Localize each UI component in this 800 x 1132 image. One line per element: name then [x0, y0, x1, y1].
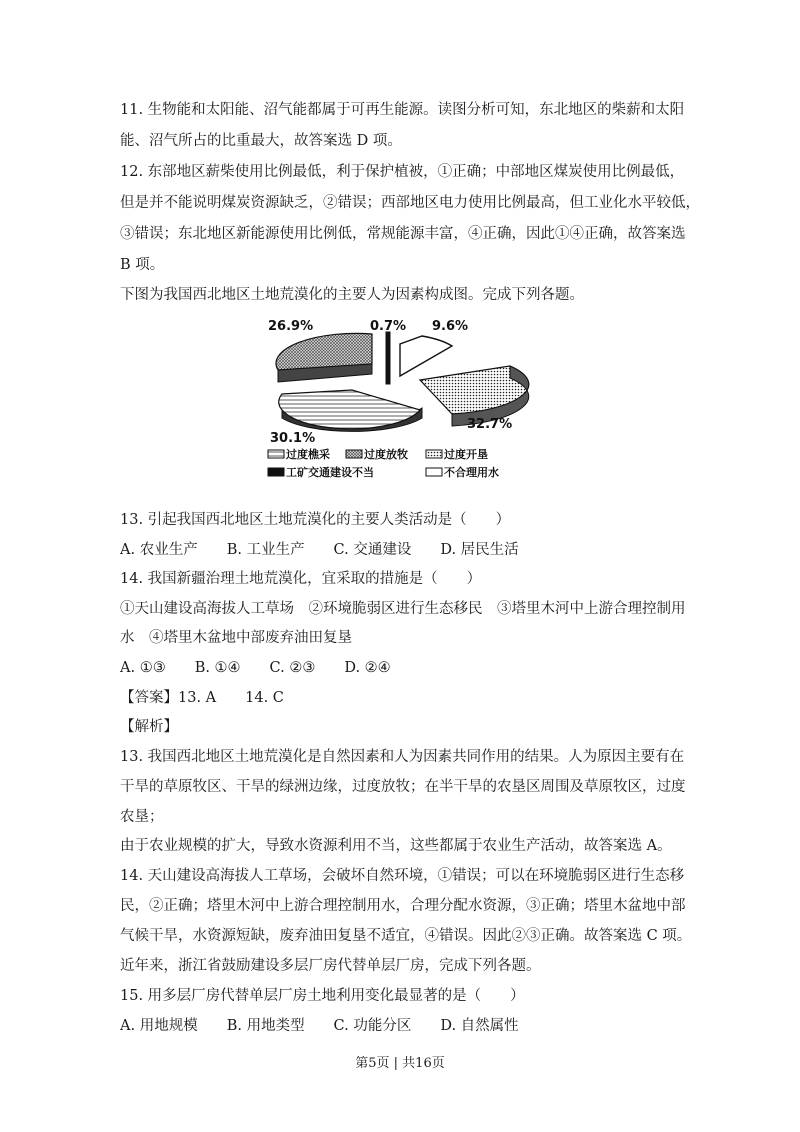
answer-12-line-3: ③错误；东北地区新能源使用比例低，常规能源丰富，④正确，因此①④正确，故答案选: [120, 226, 686, 242]
answer-12-line-4: B 项。: [120, 257, 165, 273]
analysis-14-line-1: 14. 天山建设高海拔人工草场，会破坏自然环境，①错误；可以在环境脆弱区进行生态移: [120, 868, 685, 884]
question-14-statements-2: 水 ④塔里木盆地中部废弃油田复垦: [120, 630, 352, 646]
question-14: 14. 我国新疆治理土地荒漠化，宜采取的措施是（ ）: [120, 571, 482, 587]
analysis-heading: 【解析】: [120, 719, 178, 735]
question-13: 13. 引起我国西北地区土地荒漠化的主要人类活动是（ ）: [120, 512, 511, 528]
answer-key: 【答案】13. A 14. C: [120, 690, 284, 706]
answer-12-line-2: 但是并不能说明煤炭资源缺乏，②错误；西部地区电力使用比例最高，但工业化水平较低，: [120, 195, 700, 211]
legend-swatch-water: [426, 468, 442, 476]
label-0.7: 0.7%: [370, 319, 407, 334]
legend-overgrazing: 过度放牧: [364, 448, 408, 461]
legend-mining: 工矿交通建设不当: [286, 466, 374, 479]
answer-11-line-1: 11. 生物能和太阳能、沼气能都属于可再生能源。读图分析可知，东北地区的柴薪和太阳: [120, 102, 685, 118]
desertification-pie-chart: [262, 310, 532, 492]
legend-water: 不合理用水: [444, 466, 499, 479]
label-32.7: 32.7%: [467, 417, 513, 432]
pie-slice-unreasonable-water: [400, 336, 452, 376]
question-15-intro: 近年来，浙江省鼓励建设多层厂房代替单层厂房，完成下列各题。: [120, 958, 541, 974]
analysis-13-line-3: 农垦；: [120, 809, 164, 825]
answer-11-line-2: 能、沼气所占的比重最大，故答案选 D 项。: [120, 133, 402, 149]
legend-swatch-overreclamation: [426, 450, 442, 458]
question-15-options: A. 用地规模 B. 用地类型 C. 功能分区 D. 自然属性: [120, 1018, 519, 1034]
legend-swatch-overgrazing: [346, 450, 362, 458]
analysis-14-line-3: 气候干旱，水资源短缺，废弃油田复垦不适宜，④错误。因此②③正确。故答案选 C 项。: [120, 928, 692, 944]
page-footer: 第5页 | 共16页: [355, 1056, 445, 1071]
label-9.6: 9.6%: [432, 319, 469, 334]
chart-legend: [268, 447, 499, 479]
pie-chart-svg: [262, 310, 532, 492]
analysis-13-line-2: 干旱的草原牧区、干旱的绿洲边缘，过度放牧；在半干旱的农垦区周围及草原牧区，过度: [120, 779, 686, 795]
legend-swatch-overcutting: [268, 450, 284, 458]
legend-overcutting: 过度樵采: [286, 448, 330, 461]
label-30.1: 30.1%: [270, 431, 316, 446]
question-14-options: A. ①③ B. ①④ C. ②③ D. ②④: [120, 660, 391, 676]
answer-12-line-1: 12. 东部地区薪柴使用比例最低，利于保护植被，①正确；中部地区煤炭使用比例最低，: [120, 164, 685, 180]
legend-overreclamation: 过度开垦: [444, 448, 488, 461]
question-14-statements-1: ①天山建设高海拔人工草场 ②环境脆弱区进行生态移民 ③塔里木河中上游合理控制用: [120, 601, 686, 617]
question-15: 15. 用多层厂房代替单层厂房土地利用变化最显著的是（ ）: [120, 988, 525, 1004]
analysis-13-line-1: 13. 我国西北地区土地荒漠化是自然因素和人为因素共同作用的结果。人为原因主要有在: [120, 749, 685, 765]
pie-slice-mining-construction: [386, 332, 390, 384]
label-26.9: 26.9%: [268, 319, 314, 334]
analysis-13-line-4: 由于农业规模的扩大，导致水资源利用不当，这些都属于农业生产活动，故答案选 A。: [120, 838, 672, 854]
analysis-14-line-2: 民，②正确；塔里木河中上游合理控制用水，合理分配水资源，③正确；塔里木盆地中部: [120, 898, 686, 914]
legend-swatch-mining: [268, 468, 284, 476]
question-13-options: A. 农业生产 B. 工业生产 C. 交通建设 D. 居民生活: [120, 542, 519, 558]
chart-intro: 下图为我国西北地区土地荒漠化的主要人为因素构成图。完成下列各题。: [120, 287, 584, 303]
